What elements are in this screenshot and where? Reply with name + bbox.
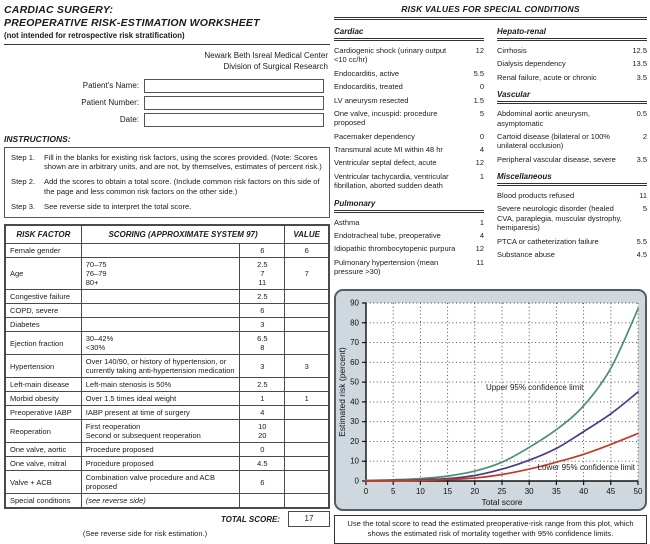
instruction-step [11, 153, 323, 172]
condition-item [334, 218, 484, 227]
risk-factor-cell: Left-main disease [5, 378, 81, 392]
condition-value: 5.5 [636, 236, 647, 246]
condition-item [334, 145, 484, 154]
condition-item [334, 46, 484, 65]
criteria-cell [81, 355, 239, 378]
svg-text:40: 40 [579, 487, 589, 496]
score-cell [240, 406, 285, 420]
table-row [5, 471, 329, 494]
condition-label: Endocarditis, active [334, 68, 400, 78]
condition-value: 1 [479, 171, 484, 181]
organization-block [4, 50, 330, 72]
condition-label: Severe neurologic disorder (healed CVA, paraplegia, muscular dystrophy, hemiparesis) [497, 204, 622, 233]
page-subtitle: (not intended for retrospective risk stratification) [4, 31, 185, 41]
value-cell[interactable]: 3 [285, 355, 329, 378]
condition-item [334, 258, 484, 277]
svg-text:5: 5 [390, 487, 396, 496]
condition-value: 12 [475, 158, 484, 168]
condition-item [334, 69, 484, 78]
score-line: 2.5 [257, 292, 268, 302]
table-row [5, 420, 329, 443]
condition-value: 1.5 [473, 95, 484, 105]
risk-factor-cell: Age [5, 258, 81, 290]
organization-division: Division of Surgical Research [223, 62, 328, 72]
value-cell[interactable] [285, 471, 329, 494]
criteria-cell [81, 406, 239, 420]
criteria-line: Combination valve procedure and ACB proposed [85, 473, 215, 492]
table-row [5, 258, 329, 290]
condition-item [497, 59, 647, 68]
condition-label: LV aneurysm resected [334, 95, 409, 105]
risk-factor-cell: COPD, severe [5, 304, 81, 318]
condition-item [334, 109, 484, 128]
criteria-cell [81, 244, 239, 258]
instruction-step [11, 202, 323, 212]
condition-label: Dialysis dependency [497, 59, 566, 69]
condition-label: Abdominal aortic aneurysm, asymptomatic [497, 109, 590, 128]
value-cell[interactable] [285, 378, 329, 392]
svg-text:10: 10 [350, 456, 359, 466]
condition-label: Substance abuse [497, 249, 555, 259]
condition-label: Transmural acute MI within 48 hr [334, 145, 443, 154]
table-row [5, 494, 329, 509]
special-conditions-title: RISK VALUES FOR SPECIAL CONDITIONS [401, 4, 580, 14]
page-title-line1: CARDIAC SURGERY: [4, 4, 114, 16]
risk-factor-cell: One valve, mitral [5, 457, 81, 471]
section-divider [334, 210, 484, 213]
condition-section [497, 27, 647, 82]
title-divider [4, 44, 330, 45]
date-input[interactable] [144, 113, 324, 127]
total-score-row [4, 511, 330, 527]
section-heading: Cardiac [334, 27, 364, 36]
table-row [5, 318, 329, 332]
condition-section [334, 199, 484, 277]
condition-column [334, 24, 484, 280]
special-conditions-divider [334, 17, 647, 20]
condition-column [497, 24, 647, 280]
svg-text:25: 25 [497, 487, 507, 496]
svg-text:45: 45 [606, 487, 616, 496]
criteria-line: 76–79 [85, 269, 107, 279]
value-cell[interactable] [285, 443, 329, 457]
score-line: 20 [258, 431, 267, 441]
svg-text:0: 0 [354, 476, 359, 486]
risk-factor-table [4, 224, 330, 509]
criteria-line: (see reverse side) [85, 496, 146, 506]
chart-caption-box: Use the total score to read the estimated preoperative-risk range from this plot, which shows the estimated risk of mortality together with 95% confidence limits. [334, 515, 647, 544]
criteria-line: Over 1.5 times ideal weight [85, 394, 177, 404]
table-row [5, 244, 329, 258]
condition-value: 5 [479, 108, 484, 118]
condition-value: 12 [475, 46, 484, 55]
condition-items [334, 218, 484, 277]
condition-item [497, 155, 647, 164]
score-line: 3 [260, 361, 265, 371]
step-label: Step 3. [11, 201, 36, 211]
left-column [4, 4, 330, 538]
condition-label: Pulmonary hypertension (mean pressure >30) [334, 257, 439, 276]
condition-item [497, 204, 647, 232]
risk-factor-cell: Special conditions [5, 494, 81, 509]
page-title [4, 4, 330, 30]
condition-item [497, 237, 647, 246]
risk-factor-cell: Reoperation [5, 420, 81, 443]
score-cell [240, 392, 285, 406]
score-line: 6.5 [257, 334, 268, 344]
score-cell [240, 258, 285, 290]
criteria-cell [81, 318, 239, 332]
step-label: Step 1. [11, 152, 36, 162]
section-heading: Vascular [497, 90, 531, 100]
header-scoring: SCORING (APPROXIMATE SYSTEM 97) [81, 225, 285, 244]
condition-label: Cartoid disease (bilateral or 100% unilateral occlusion) [497, 131, 610, 151]
section-divider [497, 183, 647, 186]
criteria-line: <30% [85, 343, 106, 353]
svg-text:70: 70 [350, 338, 359, 348]
organization-name: Newark Beth Isreal Medical Center [204, 51, 328, 61]
patient-number-input[interactable] [144, 96, 324, 110]
risk-factor-cell: Congestive failure [5, 290, 81, 304]
condition-value: 4 [479, 145, 484, 154]
criteria-line: Second or subsequent reoperation [85, 431, 201, 441]
condition-value: 4 [479, 230, 484, 240]
criteria-cell [81, 290, 239, 304]
table-row [5, 406, 329, 420]
special-conditions-panel [334, 4, 647, 280]
risk-factor-cell: Diabetes [5, 318, 81, 332]
condition-value: 4.5 [636, 249, 647, 259]
criteria-cell [81, 471, 239, 494]
svg-text:35: 35 [551, 487, 561, 496]
score-line: 6 [260, 246, 265, 256]
condition-item [334, 132, 484, 141]
condition-label: Idiopathic thrombocytopenic purpura [334, 244, 456, 254]
total-score-value[interactable]: 17 [288, 511, 330, 527]
value-cell[interactable]: 6 [285, 244, 329, 258]
score-cell [240, 332, 285, 355]
table-row [5, 392, 329, 406]
condition-item [334, 172, 484, 191]
risk-estimation-chart [334, 289, 647, 511]
condition-label: Ventricular tachycardia, ventricular fibrillation, aborted sudden death [334, 171, 449, 191]
score-cell [240, 457, 285, 471]
patient-field-row [4, 113, 330, 127]
criteria-cell [81, 378, 239, 392]
condition-value: 2 [642, 131, 647, 141]
value-cell[interactable] [285, 304, 329, 318]
table-footnote: (See reverse side for risk estimation.) [82, 529, 208, 539]
header-risk-factor: RISK FACTOR [5, 225, 81, 244]
score-line: 11 [258, 278, 267, 288]
patient-fields [4, 79, 330, 127]
condition-items [334, 46, 484, 191]
table-row [5, 332, 329, 355]
condition-value: 1 [479, 217, 484, 227]
svg-text:40: 40 [350, 397, 359, 407]
header-value: VALUE [285, 225, 329, 244]
condition-label: Peripheral vascular disease, severe [497, 154, 616, 164]
svg-text:50: 50 [350, 377, 359, 387]
score-line: 4 [260, 408, 265, 418]
condition-value: 12.5 [632, 46, 647, 55]
condition-item [334, 231, 484, 240]
total-score-label: TOTAL SCORE: [220, 514, 280, 524]
condition-value: 5.5 [473, 68, 484, 78]
svg-text:Lower 95% confidence limit: Lower 95% confidence limit [537, 463, 636, 473]
condition-item [497, 132, 647, 151]
condition-label: Ventricular septal defect, acute [334, 158, 437, 168]
table-row [5, 355, 329, 378]
score-line: 2.5 [257, 260, 268, 270]
value-cell[interactable]: 7 [285, 258, 329, 290]
condition-items [497, 46, 647, 82]
svg-text:Estimated risk (percent): Estimated risk (percent) [337, 347, 347, 437]
condition-label: Renal failure, acute or chronic [497, 72, 597, 82]
risk-factor-cell: One valve, aortic [5, 443, 81, 457]
value-cell[interactable] [285, 420, 329, 443]
score-cell [240, 244, 285, 258]
criteria-cell [81, 332, 239, 355]
score-line: 4.5 [257, 459, 268, 469]
step-label: Step 2. [11, 177, 36, 187]
svg-text:Total score: Total score [481, 497, 523, 507]
svg-text:90: 90 [350, 298, 359, 308]
table-row [5, 290, 329, 304]
svg-text:Upper 95% confidence limit: Upper 95% confidence limit [485, 383, 584, 393]
criteria-line: Procedure proposed [85, 445, 154, 455]
criteria-line: Left-main stenosis is 50% [85, 380, 172, 390]
criteria-line: First reoperation [85, 422, 141, 432]
risk-factor-cell: Preoperative IABP [5, 406, 81, 420]
svg-text:80: 80 [350, 318, 359, 328]
risk-factor-cell: Morbid obesity [5, 392, 81, 406]
condition-value: 3.5 [636, 154, 647, 164]
section-divider [497, 101, 647, 104]
condition-label: Cirrhosis [497, 46, 527, 55]
condition-section [497, 90, 647, 164]
condition-value: 0 [479, 82, 484, 92]
patient-name-input[interactable] [144, 79, 324, 93]
condition-item [334, 96, 484, 105]
svg-text:10: 10 [415, 487, 425, 496]
patient-field-label: Date: [119, 115, 139, 125]
criteria-cell [81, 457, 239, 471]
condition-label: Cardiogenic shock (urinary output <10 cc/hr) [334, 46, 447, 65]
condition-label: Endotracheal tube, preoperative [334, 230, 441, 240]
table-row [5, 443, 329, 457]
condition-label: Pacemaker dependency [334, 131, 415, 141]
svg-text:50: 50 [633, 487, 643, 496]
patient-field-label: Patient's Name: [82, 81, 139, 91]
instructions-heading: INSTRUCTIONS: [4, 133, 71, 144]
risk-factor-cell: Valve + ACB [5, 471, 81, 494]
condition-item [334, 244, 484, 253]
table-row [5, 304, 329, 318]
score-cell [240, 443, 285, 457]
svg-text:0: 0 [363, 487, 369, 496]
value-cell[interactable] [285, 494, 329, 509]
criteria-line: IABP present at time of surgery [85, 408, 190, 418]
condition-item [334, 82, 484, 91]
section-heading: Miscellaneous [497, 172, 552, 181]
section-heading: Hepato-renal [497, 27, 546, 36]
svg-text:20: 20 [470, 487, 480, 496]
svg-text:60: 60 [350, 357, 359, 367]
page-title-line2: PREOPERATIVE RISK-ESTIMATION WORKSHEET [4, 17, 260, 30]
patient-field-row [4, 96, 330, 110]
value-cell[interactable] [285, 457, 329, 471]
value-cell[interactable] [285, 318, 329, 332]
criteria-cell [81, 258, 239, 290]
score-cell [240, 318, 285, 332]
criteria-line: 70–75 [85, 260, 107, 270]
risk-factor-cell: Hypertension [5, 355, 81, 378]
section-divider [497, 38, 647, 41]
score-line: 10 [258, 422, 267, 432]
instructions-box [4, 147, 330, 219]
score-cell [240, 378, 285, 392]
score-line: 7 [260, 269, 265, 279]
score-cell [240, 290, 285, 304]
criteria-cell [81, 304, 239, 318]
condition-item [497, 250, 647, 259]
table-row [5, 457, 329, 471]
table-row [5, 378, 329, 392]
criteria-cell [81, 443, 239, 457]
condition-item [497, 46, 647, 55]
risk-factor-cell: Ejection fraction [5, 332, 81, 355]
condition-value: 5 [642, 204, 647, 214]
score-line: 2.5 [257, 380, 268, 390]
criteria-line: 80+ [85, 278, 99, 288]
special-conditions-columns [334, 24, 647, 280]
patient-field-row [4, 79, 330, 93]
criteria-line: Procedure proposed [85, 459, 154, 469]
condition-value: 11 [476, 257, 484, 267]
condition-label: Endocarditis, treated [334, 82, 403, 92]
criteria-cell [81, 420, 239, 443]
condition-item [497, 109, 647, 128]
table-header-row [5, 225, 329, 244]
score-line: 1 [260, 394, 265, 404]
condition-label: Blood products refused [497, 191, 575, 200]
value-cell[interactable] [285, 290, 329, 304]
condition-items [497, 109, 647, 164]
value-cell[interactable]: 1 [285, 392, 329, 406]
patient-field-label: Patient Number: [81, 98, 139, 108]
score-cell [240, 471, 285, 494]
risk-factor-cell: Female gender [5, 244, 81, 258]
condition-section [497, 172, 647, 259]
score-line: 6 [260, 306, 265, 316]
risk-chart-svg [336, 291, 645, 509]
instruction-step [11, 177, 323, 196]
score-cell [240, 355, 285, 378]
svg-text:30: 30 [524, 487, 534, 496]
condition-label: Asthma [334, 217, 360, 227]
score-line: 3 [260, 320, 265, 330]
condition-item [497, 73, 647, 82]
criteria-line: 30–42% [85, 334, 114, 344]
value-cell[interactable] [285, 332, 329, 355]
section-divider [334, 38, 484, 41]
condition-label: One valve, incuspid: procedure proposed [334, 108, 438, 128]
svg-text:20: 20 [350, 436, 359, 446]
condition-value: 0 [479, 131, 484, 141]
criteria-cell [81, 494, 239, 509]
score-line: 0 [260, 445, 265, 455]
condition-value: 0.5 [636, 109, 647, 119]
score-cell [240, 420, 285, 443]
condition-item [497, 191, 647, 200]
condition-item [334, 158, 484, 167]
section-heading: Pulmonary [334, 198, 376, 208]
svg-text:30: 30 [350, 417, 359, 427]
criteria-cell [81, 392, 239, 406]
svg-text:15: 15 [443, 487, 453, 496]
condition-value: 13.5 [632, 59, 647, 69]
condition-label: PTCA or catheterization failure [497, 236, 599, 246]
condition-section [334, 27, 484, 191]
condition-value: 11 [639, 191, 647, 200]
score-cell [240, 304, 285, 318]
score-cell [240, 494, 285, 509]
criteria-line: Over 140/90, or history of hypertension, or currently taking anti-hypertension medication [85, 357, 235, 376]
score-line: 6 [260, 477, 265, 487]
step-text: Add the scores to obtain a total score. (Include common risk factors on this side of the page and less common risk factors on the other side.) [44, 177, 320, 196]
condition-items [497, 191, 647, 259]
condition-value: 3.5 [636, 72, 647, 82]
step-text: See reverse side to interpret the total score. [44, 201, 192, 211]
score-line: 8 [260, 343, 265, 353]
value-cell[interactable] [285, 406, 329, 420]
condition-value: 12 [475, 244, 484, 254]
step-text: Fill in the blanks for existing risk factors, using the scores provided. (Note: Scores shown are in arbitrary units, and are not, by themselves, estimates of percent risk.) [44, 152, 322, 172]
